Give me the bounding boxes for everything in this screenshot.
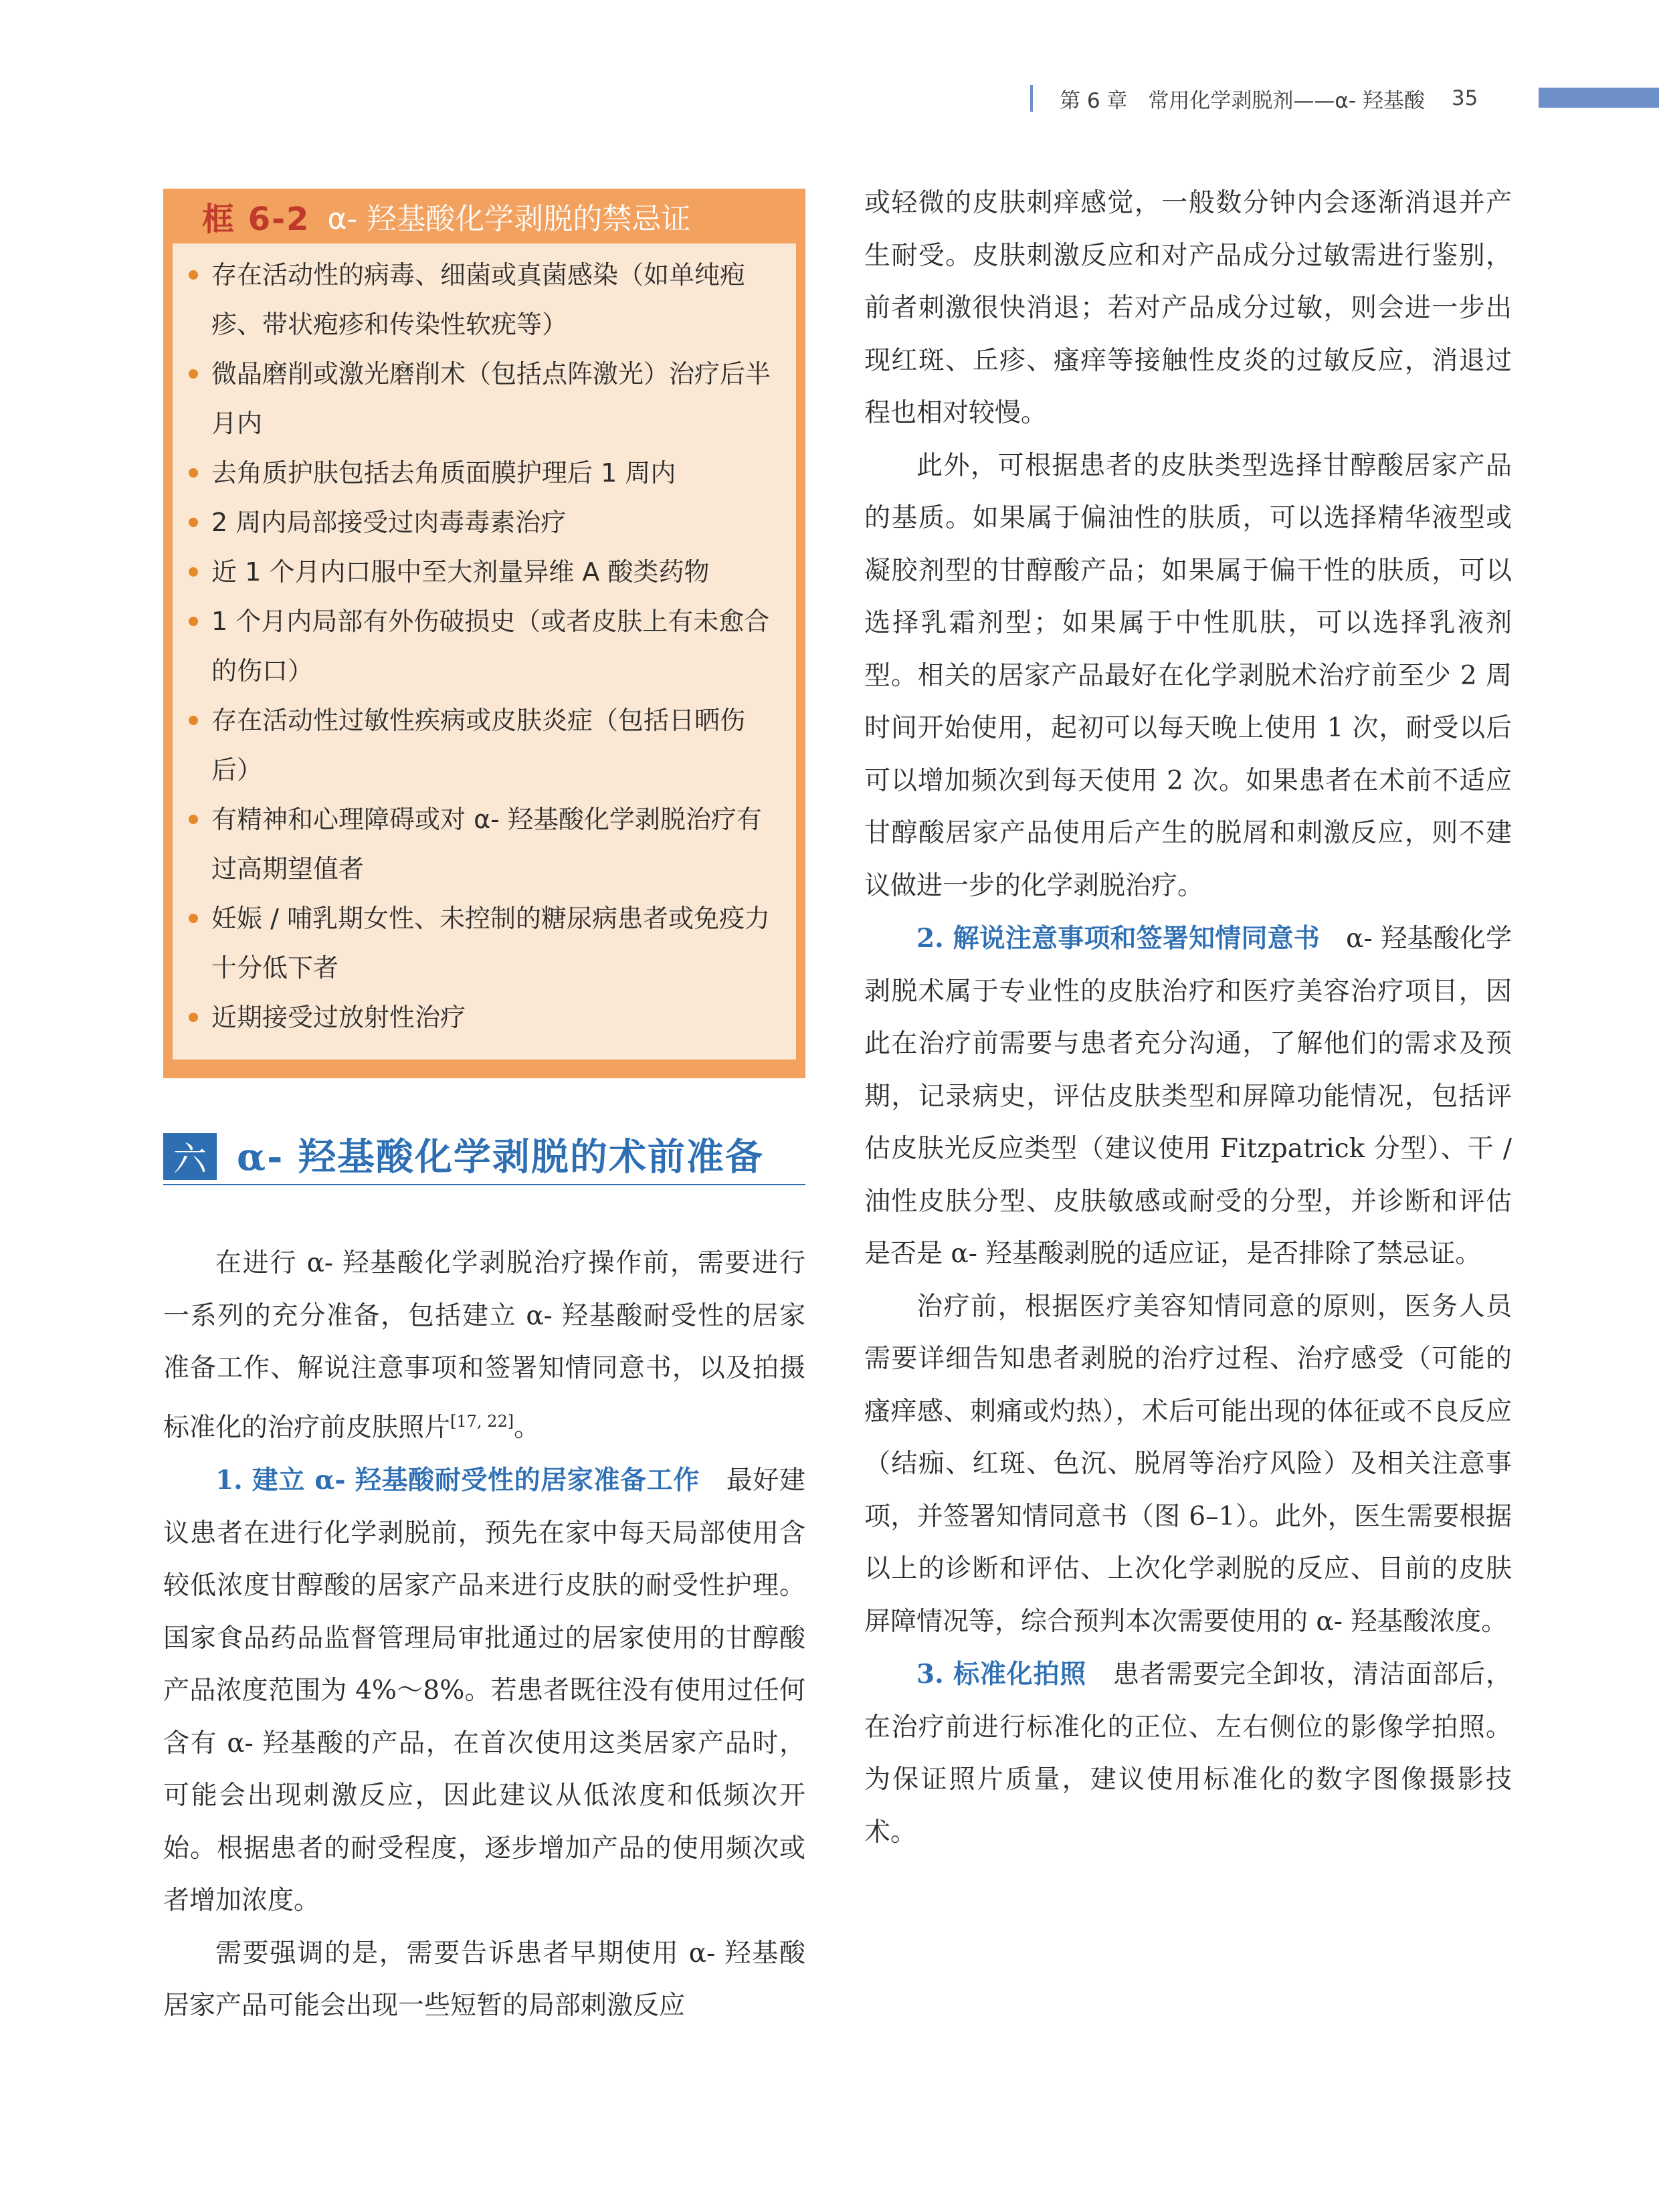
bullet-icon [189,369,198,379]
right-column [864,177,1512,1859]
list-item [189,993,783,1042]
paragraph [163,1237,805,1454]
bullet-icon [189,815,198,824]
paragraph: 需要强调的是，需要告诉患者早期使用 α- 羟基酸居家产品可能会出现一些短暂的局部刺激反应 [163,1938,805,2021]
list-item-text: 近期接受过放射性治疗 [211,1003,466,1032]
list-item [189,547,783,597]
list-item-text: 存在活动性过敏性疾病或皮肤炎症（包括日晒伤后） [211,706,746,785]
box-body [173,243,796,1060]
list-item-text: 有精神和心理障碍或对 α- 羟基酸化学剥脱治疗有过高期望值者 [211,805,762,884]
subsection-heading: 3. 标准化拍照 [916,1659,1087,1690]
list-item [189,448,783,498]
bullet-icon [189,270,198,280]
bullet-icon [189,914,198,923]
paragraph-text: 在进行 α- 羟基酸化学剥脱治疗操作前，需要进行一系列的充分准备，包括建立 α- 羟基酸耐受性的居家准备工作、解说注意事项和签署知情同意书，以及拍摄标准化的治疗前皮肤照片 [163,1248,805,1443]
list-item-text: 妊娠 / 哺乳期女性、未控制的糖尿病患者或免疫力十分低下者 [211,904,770,983]
bullet-icon [189,716,198,725]
paragraph-text: 最好建议患者在进行化学剥脱前，预先在家中每天局部使用含较低浓度甘醇酸的居家产品来进行皮肤的耐受性护理。国家食品药品监督管理局审批通过的居家使用的甘醇酸产品浓度范围为 4%～8%。若患者既往没有使用过任何含有 α- 羟基酸的产品，在首次使用这类居家产品时，可能会出现刺激反应，因此建议从低浓度和低频次开始。根据患者的耐受程度，逐步增加产品的使用频次或者增加浓度。 [163,1466,805,1916]
header-divider [1030,85,1033,112]
paragraph [163,1454,805,1928]
citation: [17, 22] [450,1411,514,1431]
subsection-heading: 2. 解说注意事项和签署知情同意书 [916,923,1320,954]
section-title: α- 羟基酸化学剥脱的术前准备 [237,1135,764,1179]
list-item-text: 存在活动性的病毒、细菌或真菌感染（如单纯疱疹、带状疱疹和传染性软疣等） [211,260,746,339]
list-item-text: 1 个月内局部有外伤破损史（或者皮肤上有未愈合的伤口） [211,607,770,686]
list-item-text: 近 1 个月内口服中至大剂量异维 A 酸类药物 [211,557,710,587]
bullet-icon [189,617,198,626]
bullet-icon [189,468,198,478]
box-tag: 框 6-2 [202,200,310,238]
subsection-heading: 1. 建立 α- 羟基酸耐受性的居家准备工作 [215,1465,700,1496]
section-heading [163,1130,805,1185]
box-header [173,189,796,243]
running-head [1030,82,1478,115]
list-item [189,597,783,696]
bullet-icon [189,1013,198,1022]
list-item [189,498,783,547]
bullet-icon [189,567,198,577]
box-title: α- 羟基酸化学剥脱的禁忌证 [327,202,691,236]
contraindication-box [163,189,805,1078]
list-item [189,795,783,894]
paragraph: 治疗前，根据医疗美容知情同意的原则，医务人员需要详细告知患者剥脱的治疗过程、治疗感受（可能的瘙痒感、刺痛或灼热），术后可能出现的体征或不良反应（结痂、红斑、色沉、脱屑等治疗风险）及相关注意事项，并签署知情同意书（图 6–1）。此外，医生需要根据以上的诊断和评估、上次化学剥脱的反应、目前的皮肤屏障情况等，综合预判本次需要使用的 α- 羟基酸浓度。 [864,1291,1512,1637]
bullet-icon [189,518,198,527]
header-accent-bar [1539,88,1659,108]
list-item [189,894,783,993]
page-number: 35 [1451,86,1478,110]
paragraph [864,1648,1512,1859]
list-item-text: 微晶磨削或激光磨削术（包括点阵激光）治疗后半月内 [211,359,771,438]
paragraph [864,912,1512,1281]
list-item-text: 去角质护肤包括去角质面膜护理后 1 周内 [211,458,676,488]
paragraph: 或轻微的皮肤刺痒感觉，一般数分钟内会逐渐消退并产生耐受。皮肤刺激反应和对产品成分过敏需进行鉴别，前者刺激很快消退；若对产品成分过敏，则会进一步出现红斑、丘疹、瘙痒等接触性皮炎的过敏反应，消退过程也相对较慢。 [864,188,1512,428]
list-item [189,696,783,795]
list-item-text: 2 周内局部接受过肉毒毒素治疗 [211,508,567,537]
section-number: 六 [163,1133,217,1180]
chapter-title: 第 6 章 常用化学剥脱剂——α- 羟基酸 [1060,88,1425,113]
paragraph: 此外，可根据患者的皮肤类型选择甘醇酸居家产品的基质。如果属于偏油性的肤质，可以选择精华液型或凝胶剂型的甘醇酸产品；如果属于偏干性的肤质，可以选择乳霜剂型；如果属于中性肌肤，可以选择乳液剂型。相关的居家产品最好在化学剥脱术治疗前至少 2 周时间开始使用，起初可以每天晚上使用 1 次，耐受以后可以增加频次到每天使用 2 次。如果患者在术前不适应甘醇酸居家产品使用后产生的脱屑和刺激反应，则不建议做进一步的化学剥脱治疗。 [864,450,1512,901]
paragraph-end: 。 [514,1412,541,1443]
list-item [189,250,783,349]
paragraph-text: α- 羟基酸化学剥脱术属于专业性的皮肤治疗和医疗美容治疗项目，因此在治疗前需要与患者充分沟通，了解他们的需求及预期，记录病史，评估皮肤类型和屏障功能情况，包括评估皮肤光反应类型（建议使用 Fitzpatrick 分型）、干 / 油性皮肤分型、皮肤敏感或耐受的分型，并诊断和评估是否是 α- 羟基酸剥脱的适应证，是否排除了禁忌证。 [864,924,1512,1269]
left-column [163,1237,805,2033]
paragraph-text: 患者需要完全卸妆，清洁面部后，在治疗前进行标准化的正位、左右侧位的影像学拍照。为保证照片质量，建议使用标准化的数字图像摄影技术。 [864,1660,1512,1847]
list-item [189,349,783,448]
